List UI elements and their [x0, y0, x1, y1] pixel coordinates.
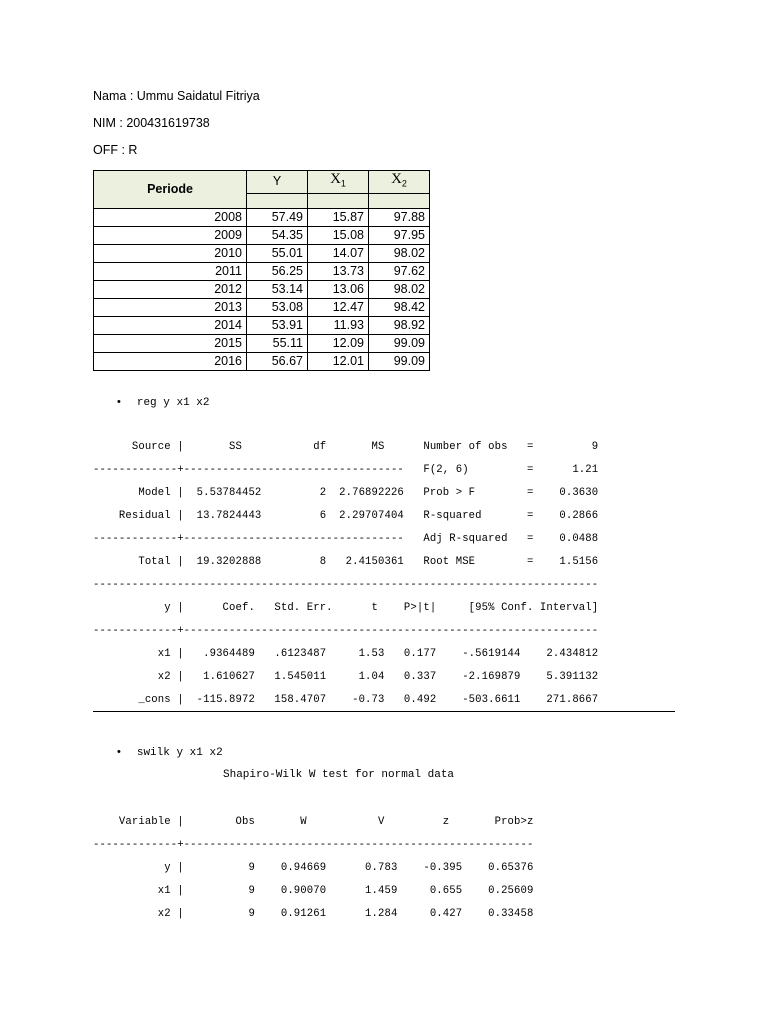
table-row [94, 262, 430, 280]
periode-cell: 2009 [94, 226, 247, 244]
table-row [94, 352, 430, 370]
periode-cell: 2016 [94, 352, 247, 370]
value-cell: 55.11 [247, 334, 308, 352]
value-cell: 13.73 [308, 262, 369, 280]
value-cell: 54.35 [247, 226, 308, 244]
data-table [93, 170, 430, 371]
value-cell: 14.07 [308, 244, 369, 262]
value-cell: 15.87 [308, 208, 369, 226]
value-cell: 97.95 [369, 226, 430, 244]
col-x1: $X_1$ [308, 171, 369, 194]
col-x2-sub [369, 193, 430, 208]
swilk-command: • swilk y x1 x2 [117, 746, 223, 759]
table-row [94, 244, 430, 262]
swilk-output: Variable | Obs W V z Prob>z -------------+------------------------------------------------------ y | 9 0.94669 0.783 -0.395 0.65376 x1 | 9 0.90070 1.459 0.655 0.25609 x2 | 9 0.91261 1.284 0.427 0.33458 [93, 816, 534, 920]
table-row [94, 226, 430, 244]
value-cell: 97.88 [369, 208, 430, 226]
value-cell: 12.01 [308, 352, 369, 370]
regression-output: Source | SS df MS Number of obs = 9 -------------+---------------------------------- F(2, 6) = 1.21 Model | 5.53784452 2 2.76892226 Prob > F = 0.3630 Residual | 13.7824443 6 2.29707404 R-squared = 0.2866 -------------+---------------------------------- Adj R-squared = 0.0488 Total | 19.3202888 8 2.4150361 Root MSE = 1.5156 ------------------------------------------------------------------------------ y | Coef. Std. Err. t P>|t| [95% Conf. Interval] -------------+---------------------------------------------------------------- x1 | .9364489 .6123487 1.53 0.177 -.5619144 2.434812 x2 | 1.610627 1.545011 1.04 0.337 -2.169879 5.391132 _cons | -115.8972 158.4707 -0.73 0.492 -503.6611 271.8667 [93, 441, 599, 706]
value-cell: 15.08 [308, 226, 369, 244]
col-x1-sub [308, 193, 369, 208]
value-cell: 53.91 [247, 316, 308, 334]
periode-cell: 2011 [94, 262, 247, 280]
bullet-icon: • [117, 396, 121, 408]
periode-cell: 2010 [94, 244, 247, 262]
value-cell: 57.49 [247, 208, 308, 226]
periode-cell: 2015 [94, 334, 247, 352]
value-cell: 98.42 [369, 298, 430, 316]
table-row [94, 298, 430, 316]
value-cell: 12.47 [308, 298, 369, 316]
value-cell: 56.25 [247, 262, 308, 280]
value-cell: 53.14 [247, 280, 308, 298]
value-cell: 12.09 [308, 334, 369, 352]
bullet-icon: • [117, 746, 121, 758]
col-y: Y [247, 171, 308, 194]
value-cell: 98.02 [369, 280, 430, 298]
reg-command: • reg y x1 x2 [117, 396, 210, 409]
periode-cell: 2008 [94, 208, 247, 226]
table-row [94, 316, 430, 334]
value-cell: 11.93 [308, 316, 369, 334]
table-row [94, 280, 430, 298]
value-cell: 98.92 [369, 316, 430, 334]
student-name: Nama : Ummu Saidatul Fitriya [93, 89, 260, 103]
value-cell: 98.02 [369, 244, 430, 262]
value-cell: 99.09 [369, 334, 430, 352]
value-cell: 13.06 [308, 280, 369, 298]
periode-cell: 2012 [94, 280, 247, 298]
table-row [94, 334, 430, 352]
table-row [94, 208, 430, 226]
col-x2: $X_2$ [369, 171, 430, 194]
value-cell: 97.62 [369, 262, 430, 280]
value-cell: 55.01 [247, 244, 308, 262]
value-cell: 53.08 [247, 298, 308, 316]
regression-bottom-rule [93, 711, 675, 712]
periode-cell: 2014 [94, 316, 247, 334]
col-periode: Periode [94, 171, 247, 209]
value-cell: 99.09 [369, 352, 430, 370]
student-nim: NIM : 200431619738 [93, 116, 210, 130]
value-cell: 56.67 [247, 352, 308, 370]
swilk-title: Shapiro-Wilk W test for normal data [223, 769, 455, 781]
col-y-sub [247, 193, 308, 208]
periode-cell: 2013 [94, 298, 247, 316]
data-table-body [94, 208, 430, 370]
student-off: OFF : R [93, 143, 138, 157]
